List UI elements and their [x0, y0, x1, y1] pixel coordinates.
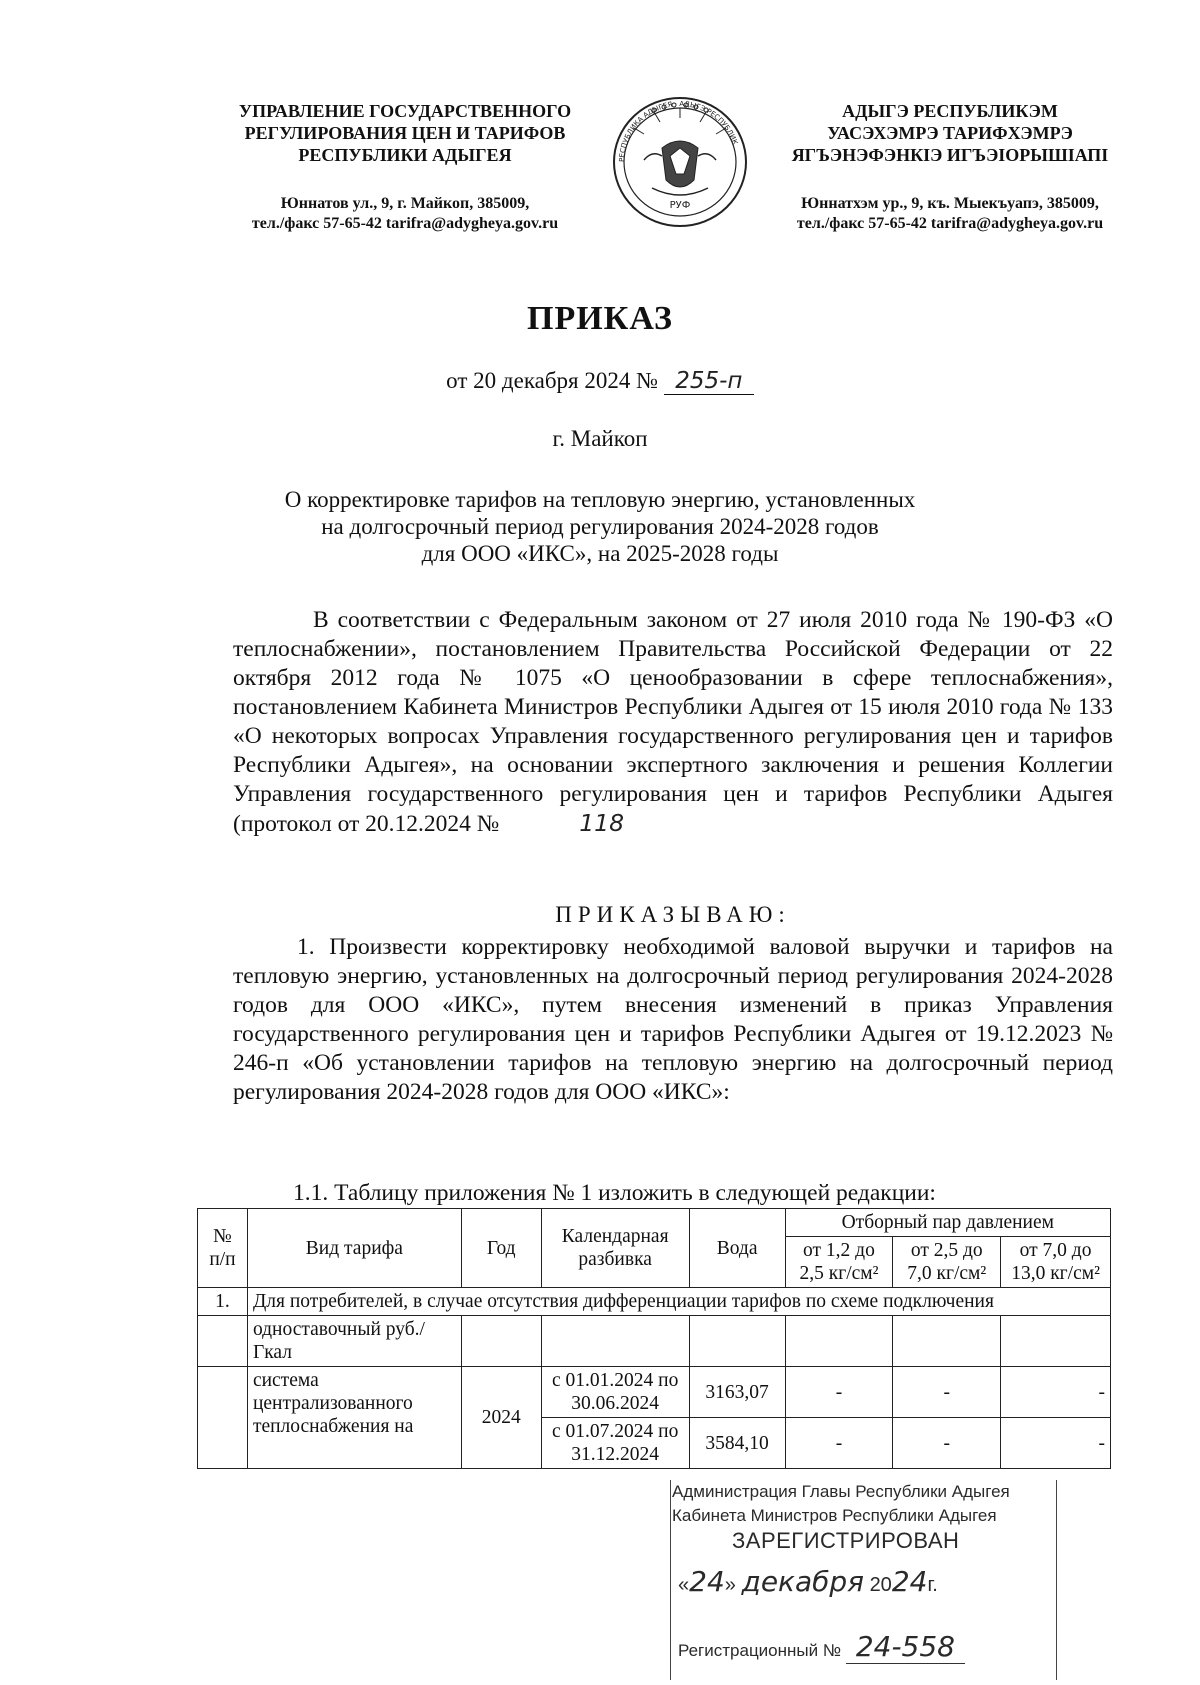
- org-address: [760, 194, 1140, 234]
- document-date-line: [0, 368, 1200, 395]
- section-number: 1.: [198, 1288, 248, 1316]
- contact-line: тел./факс 57-65-42 tarifra@adygheya.gov.ru: [796, 215, 1104, 232]
- stamp-registered: ЗАРЕГИСТРИРОВАН: [732, 1528, 960, 1553]
- stamp-year-suffix: 24: [891, 1565, 928, 1598]
- org-name-line: ЯГЪЭНЭФЭНКIЭ ИГЪЭIОРЫШIАПI: [791, 145, 1109, 165]
- document-subject: [0, 486, 1200, 567]
- table-cell: [893, 1316, 1001, 1367]
- year-cell: 2024: [461, 1367, 541, 1469]
- col-header-period: Календарная разбивка: [541, 1209, 689, 1288]
- stamp-month: декабря: [741, 1565, 864, 1598]
- rate-type: одноставочный руб./Гкал: [247, 1316, 461, 1367]
- table-row: [198, 1367, 1111, 1418]
- org-address: [225, 194, 585, 234]
- org-name-line: РЕСПУБЛИКИ АДЫГЕЯ: [298, 145, 512, 165]
- steam1-cell: -: [785, 1367, 893, 1418]
- steam3-cell: -: [1001, 1367, 1111, 1418]
- document-date: от 20 декабря 2024 №: [446, 368, 659, 393]
- preamble-text: В соответствии с Федеральным законом от 27 июля 2010 года № 190-ФЗ «О теплоснабжении», постановлением Правительства Российской Федерации от 22 октября 2012 года № 1075 «О ценообразовании в сфере теплоснабжения», постановлением Кабинета Министров Республики Адыгея от 15 июля 2010 года № 133 «О некоторых вопросах Управления государственного регулирования цен и тарифов Республики Адыгея», на основании экспертного заключения и решения Коллегии Управления государственного регулирования цен и тарифов Республики Адыгея (протокол от 20.12.2024 №: [233, 607, 1113, 837]
- table-cell: [461, 1316, 541, 1367]
- col-header-num: № п/п: [198, 1209, 248, 1288]
- table-rate-type-row: [198, 1316, 1111, 1367]
- steam2-cell: -: [893, 1418, 1001, 1469]
- coat-of-arms-emblem: [604, 90, 756, 230]
- col-header-kind: Вид тарифа: [247, 1209, 461, 1288]
- table-section-row: [198, 1288, 1111, 1316]
- document-city: г. Майкоп: [552, 426, 648, 451]
- col-header-steam-2: от 2,5 до 7,0 кг/см²: [893, 1237, 1001, 1288]
- table-header-row: [198, 1209, 1111, 1237]
- col-header-water: Вода: [689, 1209, 785, 1288]
- org-name-line: РЕГУЛИРОВАНИЯ ЦЕН И ТАРИФОВ: [244, 123, 566, 143]
- header-right: [760, 100, 1140, 234]
- preamble-paragraph: [233, 606, 1113, 839]
- order-point-1-1: 1.1. Таблицу приложения № 1 изложить в следующей редакции:: [293, 1180, 936, 1206]
- col-header-steam-group: Отборный пар давлением: [785, 1209, 1110, 1237]
- table-cell: [689, 1316, 785, 1367]
- document-title: ПРИКАЗ: [527, 300, 673, 337]
- address-line: Юннатхэм ур., 9, къ. Мыекъуапэ, 385009,: [801, 195, 1099, 212]
- document-number-handwritten: 255-п: [664, 368, 754, 395]
- steam3-cell: -: [1001, 1418, 1111, 1469]
- subject-line: для ООО «ИКС», на 2025-2028 годы: [421, 541, 779, 566]
- stamp-registration: [678, 1630, 965, 1664]
- system-label: система централизованного теплоснабжения на: [247, 1367, 461, 1469]
- water-cell: 3584,10: [689, 1418, 785, 1469]
- stamp-day: 24: [689, 1565, 725, 1598]
- table-cell: [198, 1316, 248, 1367]
- stamp-date: «24» декабря 2024г.: [678, 1565, 938, 1598]
- org-name-line: АДЫГЭ РЕСПУБЛИКЭМ: [842, 101, 1058, 121]
- stamp-reg-number: 24-558: [846, 1630, 965, 1664]
- subject-line: на долгосрочный период регулирования 2024-2028 годов: [321, 514, 879, 539]
- emblem-bottom-text: РУФ: [669, 200, 691, 211]
- registration-stamp: [670, 1480, 1070, 1685]
- col-header-steam-3: от 7,0 до 13,0 кг/см²: [1001, 1237, 1111, 1288]
- period-cell: с 01.01.2024 по 30.06.2024: [541, 1367, 689, 1418]
- emblem-ring-text: РЕСПУБЛИКА АДЫГЕЯ · АДЫГЭ РЕСПУБЛИК: [617, 99, 740, 163]
- header-left: [225, 100, 585, 234]
- order-heading: ПРИКАЗЫВАЮ:: [555, 902, 791, 927]
- order-point-1: 1. Произвести корректировку необходимой валовой выручки и тарифов на тепловую энергию, установленных на долгосрочный период регулирования 2024-2028 годов для ООО «ИКС», путем внесения изменений в приказ Управления государственного регулирования цен и тарифов Республики Адыгея от 19.12.2023 № 246-п «Об установлении тарифов на тепловую энергию на долгосрочный период регулирования 2024-2028 годов для ООО «ИКС»:: [233, 934, 1113, 1105]
- tariff-table: [197, 1208, 1111, 1469]
- stamp-reg-label: Регистрационный №: [678, 1641, 842, 1660]
- stamp-line-1: Администрация Главы Республики Адыгея: [672, 1482, 1010, 1501]
- period-cell: с 01.07.2024 по 31.12.2024: [541, 1418, 689, 1469]
- steam1-cell: -: [785, 1418, 893, 1469]
- stamp-year-prefix: 20: [869, 1574, 892, 1596]
- water-cell: 3163,07: [689, 1367, 785, 1418]
- table-cell: [198, 1367, 248, 1469]
- table-cell: [541, 1316, 689, 1367]
- steam2-cell: -: [893, 1367, 1001, 1418]
- contact-line: тел./факс 57-65-42 tarifra@adygheya.gov.ru: [251, 215, 559, 232]
- col-header-steam-1: от 1,2 до 2,5 кг/см²: [785, 1237, 893, 1288]
- stamp-line-2: Кабинета Министров Республики Адыгея: [672, 1506, 997, 1525]
- col-header-year: Год: [461, 1209, 541, 1288]
- protocol-number-handwritten: 118: [579, 809, 625, 837]
- table-cell: [785, 1316, 893, 1367]
- address-line: Юннатов ул., 9, г. Майкоп, 385009,: [280, 195, 530, 212]
- section-title: Для потребителей, в случае отсутствия дифференциации тарифов по схеме подключения: [247, 1288, 1110, 1316]
- org-name-line: УПРАВЛЕНИЕ ГОСУДАРСТВЕННОГО: [238, 101, 572, 121]
- subject-line: О корректировке тарифов на тепловую энергию, установленных: [284, 487, 916, 512]
- stamp-year-mark: г.: [927, 1574, 938, 1596]
- table-cell: [1001, 1316, 1111, 1367]
- org-name-line: УАСЭХЭМРЭ ТАРИФХЭМРЭ: [827, 123, 1073, 143]
